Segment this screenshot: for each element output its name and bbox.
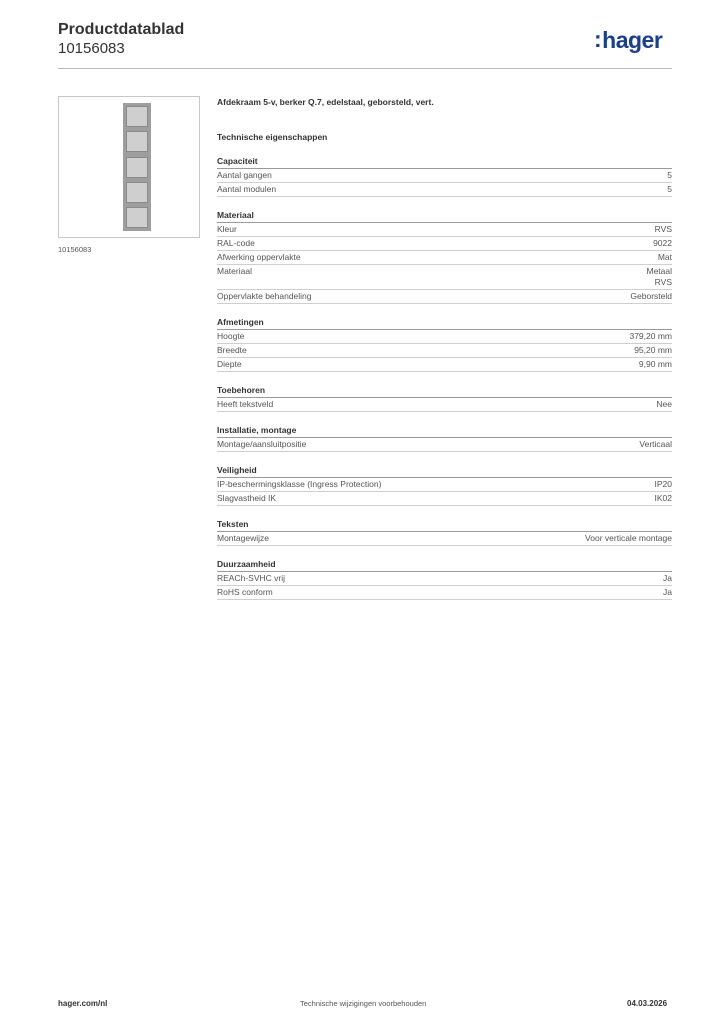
spec-value-line: RVS [654, 224, 672, 234]
footer-disclaimer: Technische wijzigingen voorbehouden [300, 999, 427, 1008]
spec-label: RAL-code [217, 238, 255, 248]
image-caption: 10156083 [58, 245, 92, 254]
logo-text: hager [602, 27, 663, 53]
spec-value [667, 170, 672, 181]
spec-section [217, 156, 672, 197]
spec-row [217, 572, 672, 586]
section-title: Duurzaamheid [217, 559, 672, 572]
hager-logo [594, 27, 662, 54]
spec-value-line: 5 [667, 184, 672, 194]
spec-value [667, 184, 672, 195]
spec-row [217, 586, 672, 600]
spec-label: Diepte [217, 359, 242, 369]
spec-value [630, 291, 672, 302]
spec-value-line: IK02 [654, 493, 672, 503]
spec-value-line: Nee [656, 399, 672, 409]
spec-row [217, 237, 672, 251]
spec-label: Oppervlakte behandeling [217, 291, 312, 301]
footer-website: hager.com/nl [58, 999, 108, 1008]
spec-row [217, 398, 672, 412]
spec-row [217, 344, 672, 358]
spec-label: Montage/aansluitpositie [217, 439, 307, 449]
frame-slot [126, 207, 148, 228]
spec-row [217, 532, 672, 546]
spec-section [217, 425, 672, 452]
spec-label: Aantal modulen [217, 184, 277, 194]
spec-row [217, 330, 672, 344]
spec-value-line: Verticaal [639, 439, 672, 449]
product-number: 10156083 [58, 40, 125, 57]
footer-date: 04.03.2026 [627, 999, 668, 1008]
cover-frame-icon [123, 103, 151, 231]
spec-value [656, 399, 672, 410]
spec-value-line: 95,20 mm [634, 345, 672, 355]
frame-slot [126, 131, 148, 152]
spec-label: Aantal gangen [217, 170, 272, 180]
spec-section [217, 317, 672, 372]
spec-row [217, 251, 672, 265]
spec-label: Slagvastheid IK [217, 493, 277, 503]
header-divider [58, 68, 672, 69]
spec-value [655, 493, 673, 504]
spec-value-line: 5 [667, 170, 672, 180]
product-title: Afdekraam 5-v, berker Q.7, edelstaal, geborsteld, vert. [217, 97, 434, 107]
spec-value [634, 345, 672, 356]
spec-label: Breedte [217, 345, 247, 355]
spec-section [217, 519, 672, 546]
spec-label: Afwerking oppervlakte [217, 252, 301, 262]
spec-value [653, 238, 672, 249]
spec-value-line: Metaal [646, 266, 672, 276]
frame-slot [126, 106, 148, 127]
spec-value [663, 587, 672, 598]
spec-content [217, 96, 672, 600]
spec-value-line: Mat [657, 252, 672, 262]
spec-row [217, 358, 672, 372]
spec-value-line: Ja [663, 587, 672, 597]
product-image [58, 96, 200, 238]
spec-sections [217, 156, 672, 600]
spec-row [217, 183, 672, 197]
spec-row [217, 265, 672, 290]
spec-value [639, 439, 672, 450]
spec-label: RoHS conform [217, 587, 273, 597]
spec-label: Hoogte [217, 331, 245, 341]
spec-label: Kleur [217, 224, 237, 234]
spec-value-line: 379,20 mm [629, 331, 672, 341]
section-title: Teksten [217, 519, 672, 532]
spec-row [217, 223, 672, 237]
spec-value [655, 479, 673, 490]
spec-value-line: 9022 [653, 238, 672, 248]
spec-label: Montagewijze [217, 533, 269, 543]
spec-value [646, 266, 672, 288]
logo-dots-icon: : [594, 26, 602, 52]
spec-section [217, 385, 672, 412]
spec-label: IP-beschermingsklasse (Ingress Protection) [217, 479, 382, 489]
spec-label: Materiaal [217, 266, 252, 276]
spec-value-line: Ja [663, 573, 672, 583]
section-title: Veiligheid [217, 465, 672, 478]
section-title: Installatie, montage [217, 425, 672, 438]
spec-row [217, 438, 672, 452]
frame-slot [126, 182, 148, 203]
spec-row [217, 169, 672, 183]
section-title: Toebehoren [217, 385, 672, 398]
spec-label: Heeft tekstveld [217, 399, 274, 409]
spec-value [629, 331, 672, 342]
spec-value-line: Voor verticale montage [585, 533, 672, 543]
spec-value [658, 252, 672, 263]
tech-properties-title: Technische eigenschappen [217, 132, 328, 142]
spec-value-line: Geborsteld [630, 291, 672, 301]
spec-row [217, 492, 672, 506]
section-title: Materiaal [217, 210, 672, 223]
spec-value-line: IP20 [654, 479, 672, 489]
spec-value [585, 533, 672, 544]
spec-section [217, 210, 672, 304]
spec-value-line: 9,90 mm [638, 359, 672, 369]
section-title: Capaciteit [217, 156, 672, 169]
spec-row [217, 290, 672, 304]
spec-row [217, 478, 672, 492]
spec-section [217, 559, 672, 600]
spec-value [639, 359, 672, 370]
page-title: Productdatablad [58, 21, 185, 38]
frame-slot [126, 157, 148, 178]
section-title: Afmetingen [217, 317, 672, 330]
spec-section [217, 465, 672, 506]
spec-value [655, 224, 672, 235]
spec-value [663, 573, 672, 584]
spec-value-line: RVS [654, 277, 672, 287]
spec-label: REACh-SVHC vrij [217, 573, 286, 583]
